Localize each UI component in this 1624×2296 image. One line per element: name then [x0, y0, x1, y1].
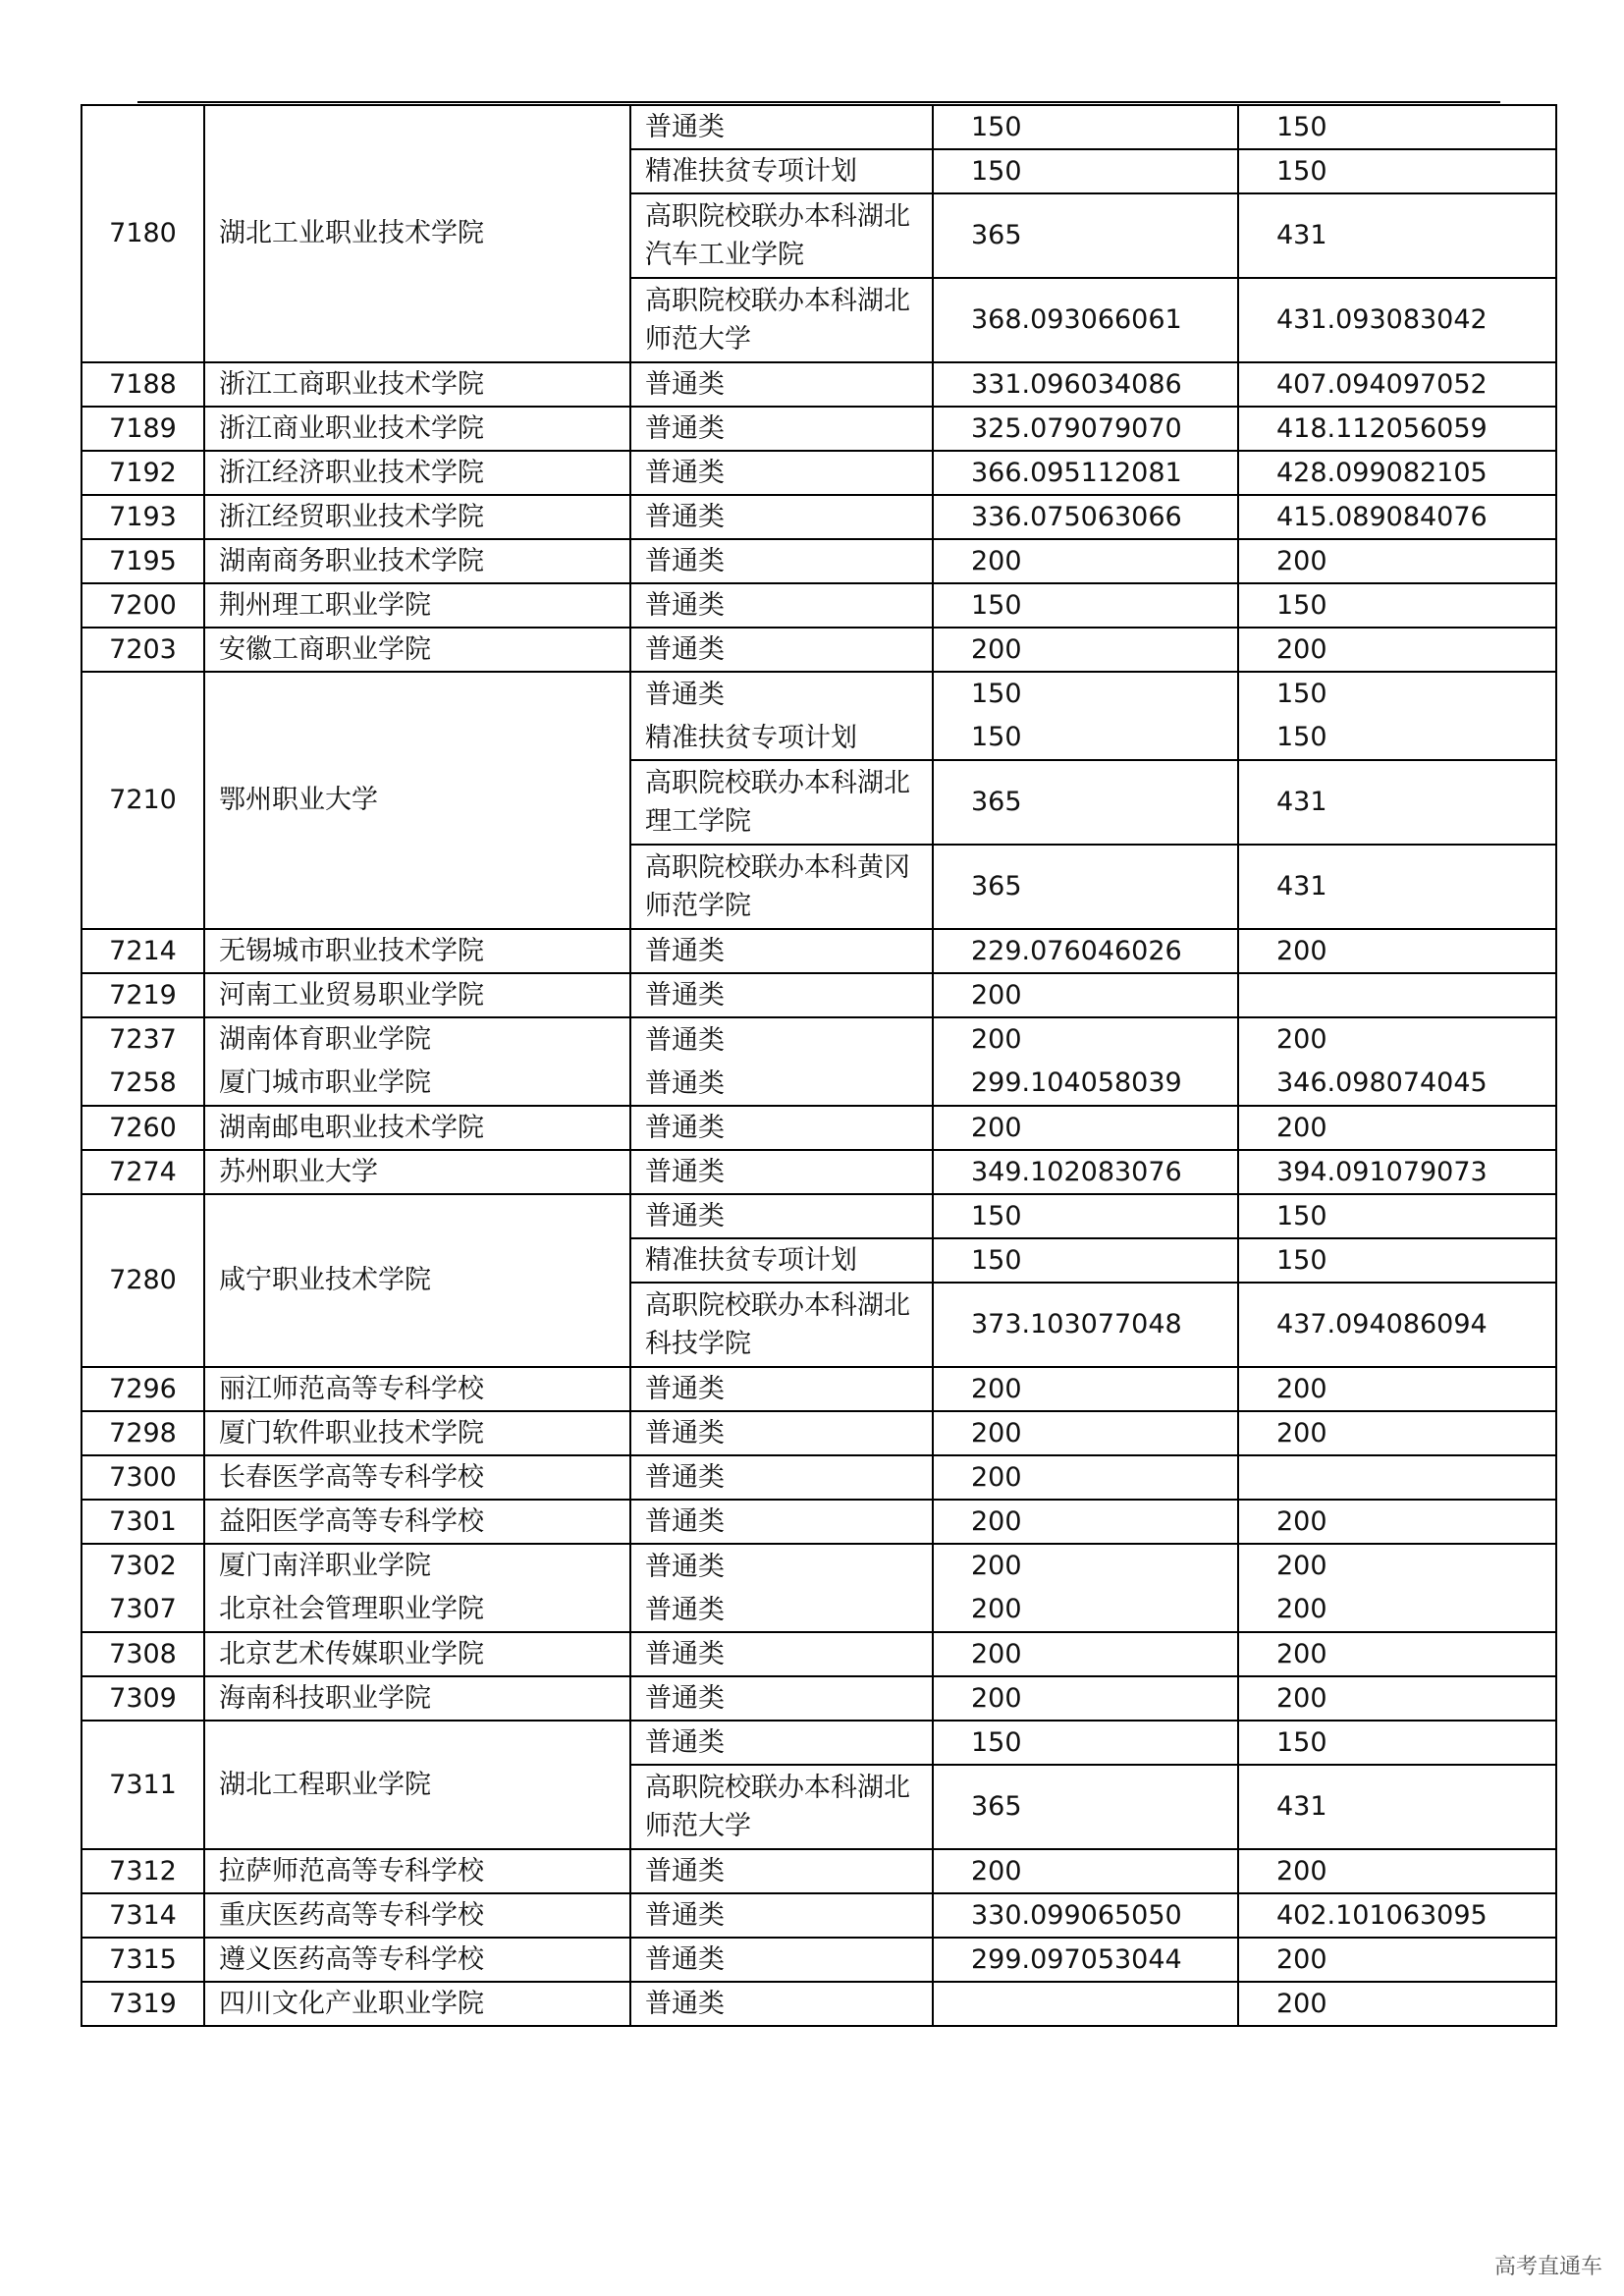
school-name: 湖北工程职业学院 [204, 1721, 630, 1849]
school-code: 7192 [81, 451, 204, 495]
score-a: 200 [933, 1849, 1238, 1893]
score-b: 200 [1238, 1544, 1556, 1588]
school-name: 长春医学高等专科学校 [204, 1455, 630, 1500]
category: 精准扶贫专项计划 [630, 716, 933, 760]
category: 普通类 [630, 929, 933, 973]
table-row [81, 1106, 1556, 1150]
category: 高职院校联办本科湖北 理工学院 [630, 760, 933, 845]
score-a: 150 [933, 583, 1238, 628]
school-name: 益阳医学高等专科学校 [204, 1500, 630, 1544]
school-code: 7315 [81, 1938, 204, 1982]
school-code: 7193 [81, 495, 204, 539]
table-row [81, 929, 1556, 973]
category: 普通类 [630, 1455, 933, 1500]
school-name: 海南科技职业学院 [204, 1676, 630, 1721]
category: 普通类 [630, 1676, 933, 1721]
score-b: 431 [1238, 193, 1556, 278]
category: 普通类 [630, 1194, 933, 1238]
category: 普通类 [630, 672, 933, 716]
score-a: 365 [933, 760, 1238, 845]
school-name: 重庆医药高等专科学校 [204, 1893, 630, 1938]
watermark: 高考直通车 [1493, 2255, 1602, 2279]
score-b: 407.094097052 [1238, 362, 1556, 407]
table-row [81, 1017, 1556, 1062]
school-name: 浙江工商职业技术学院 [204, 362, 630, 407]
score-table [81, 104, 1557, 2027]
category: 普通类 [630, 1849, 933, 1893]
category: 普通类 [630, 1893, 933, 1938]
score-b: 150 [1238, 1238, 1556, 1283]
score-a: 331.096034086 [933, 362, 1238, 407]
school-name: 咸宁职业技术学院 [204, 1194, 630, 1367]
school-code: 7309 [81, 1676, 204, 1721]
table-row [81, 1849, 1556, 1893]
school-code: 7219 [81, 973, 204, 1017]
category: 普通类 [630, 362, 933, 407]
table-row [81, 1194, 1556, 1238]
school-code: 7280 [81, 1194, 204, 1367]
score-b: 150 [1238, 1194, 1556, 1238]
score-b: 418.112056059 [1238, 407, 1556, 451]
table-row [81, 583, 1556, 628]
score-b: 200 [1238, 1411, 1556, 1455]
school-code: 7298 [81, 1411, 204, 1455]
school-name: 丽江师范高等专科学校 [204, 1367, 630, 1411]
score-b [1238, 973, 1556, 1017]
table-row [81, 1632, 1556, 1676]
school-name: 厦门软件职业技术学院 [204, 1411, 630, 1455]
score-a: 365 [933, 193, 1238, 278]
category: 普通类 [630, 628, 933, 672]
score-a: 200 [933, 1632, 1238, 1676]
school-name: 湖南商务职业技术学院 [204, 539, 630, 583]
score-b: 150 [1238, 583, 1556, 628]
score-b: 431 [1238, 1765, 1556, 1849]
school-code: 7203 [81, 628, 204, 672]
school-name: 浙江经贸职业技术学院 [204, 495, 630, 539]
score-b: 437.094086094 [1238, 1283, 1556, 1367]
score-b: 200 [1238, 1938, 1556, 1982]
score-a: 299.097053044 [933, 1938, 1238, 1982]
score-b: 200 [1238, 1367, 1556, 1411]
school-code: 7237 [81, 1017, 204, 1062]
category: 高职院校联办本科湖北 汽车工业学院 [630, 193, 933, 278]
category: 普通类 [630, 1062, 933, 1106]
school-code: 7300 [81, 1455, 204, 1500]
category: 普通类 [630, 1411, 933, 1455]
school-code: 7214 [81, 929, 204, 973]
score-b [1238, 1455, 1556, 1500]
school-name: 拉萨师范高等专科学校 [204, 1849, 630, 1893]
category: 精准扶贫专项计划 [630, 149, 933, 193]
table-row [81, 1721, 1556, 1765]
category: 普通类 [630, 1106, 933, 1150]
score-a: 200 [933, 628, 1238, 672]
score-a: 200 [933, 1106, 1238, 1150]
score-a: 200 [933, 1455, 1238, 1500]
score-b: 402.101063095 [1238, 1893, 1556, 1938]
score-b: 200 [1238, 1017, 1556, 1062]
category: 高职院校联办本科湖北 师范大学 [630, 278, 933, 362]
school-code: 7311 [81, 1721, 204, 1849]
school-name: 浙江经济职业技术学院 [204, 451, 630, 495]
score-b: 150 [1238, 672, 1556, 716]
score-b: 431 [1238, 845, 1556, 929]
category: 普通类 [630, 105, 933, 149]
category: 普通类 [630, 407, 933, 451]
score-a: 150 [933, 1194, 1238, 1238]
table-row [81, 1982, 1556, 2026]
score-b: 346.098074045 [1238, 1062, 1556, 1106]
score-b: 200 [1238, 1500, 1556, 1544]
score-a: 368.093066061 [933, 278, 1238, 362]
school-code: 7302 [81, 1544, 204, 1588]
table-row [81, 105, 1556, 149]
score-b: 200 [1238, 1849, 1556, 1893]
score-b: 200 [1238, 539, 1556, 583]
school-code: 7180 [81, 105, 204, 362]
school-code: 7312 [81, 1849, 204, 1893]
score-a: 200 [933, 1500, 1238, 1544]
category: 高职院校联办本科湖北 科技学院 [630, 1283, 933, 1367]
school-name: 湖北工业职业技术学院 [204, 105, 630, 362]
category: 普通类 [630, 1544, 933, 1588]
category: 普通类 [630, 451, 933, 495]
category: 普通类 [630, 1150, 933, 1194]
score-a: 349.102083076 [933, 1150, 1238, 1194]
category: 高职院校联办本科湖北 师范大学 [630, 1765, 933, 1849]
score-a [933, 1982, 1238, 2026]
category: 普通类 [630, 1588, 933, 1632]
category: 普通类 [630, 495, 933, 539]
score-a: 299.104058039 [933, 1062, 1238, 1106]
score-a: 200 [933, 973, 1238, 1017]
top-rule [137, 101, 1500, 103]
school-name: 鄂州职业大学 [204, 672, 630, 929]
score-a: 229.076046026 [933, 929, 1238, 973]
score-a: 373.103077048 [933, 1283, 1238, 1367]
category: 普通类 [630, 1500, 933, 1544]
score-a: 200 [933, 1017, 1238, 1062]
score-b: 150 [1238, 105, 1556, 149]
table-row [81, 973, 1556, 1017]
school-code: 7301 [81, 1500, 204, 1544]
school-name: 厦门城市职业学院 [204, 1062, 630, 1106]
score-a: 150 [933, 1238, 1238, 1283]
school-name: 浙江商业职业技术学院 [204, 407, 630, 451]
score-b: 200 [1238, 929, 1556, 973]
table-row [81, 1500, 1556, 1544]
table-row [81, 672, 1556, 716]
category: 普通类 [630, 1982, 933, 2026]
table-row [81, 495, 1556, 539]
table-row [81, 407, 1556, 451]
score-a: 365 [933, 845, 1238, 929]
score-b: 150 [1238, 149, 1556, 193]
score-b: 394.091079073 [1238, 1150, 1556, 1194]
school-code: 7195 [81, 539, 204, 583]
score-a: 200 [933, 1588, 1238, 1632]
school-code: 7308 [81, 1632, 204, 1676]
school-name: 厦门南洋职业学院 [204, 1544, 630, 1588]
score-a: 200 [933, 1411, 1238, 1455]
school-name: 湖南邮电职业技术学院 [204, 1106, 630, 1150]
score-a: 336.075063066 [933, 495, 1238, 539]
school-name: 苏州职业大学 [204, 1150, 630, 1194]
category: 普通类 [630, 973, 933, 1017]
score-a: 150 [933, 1721, 1238, 1765]
score-a: 200 [933, 1367, 1238, 1411]
table-row [81, 1455, 1556, 1500]
school-code: 7210 [81, 672, 204, 929]
school-name: 遵义医药高等专科学校 [204, 1938, 630, 1982]
category: 普通类 [630, 539, 933, 583]
school-code: 7274 [81, 1150, 204, 1194]
school-code: 7307 [81, 1588, 204, 1632]
table-row [81, 451, 1556, 495]
school-code: 7200 [81, 583, 204, 628]
school-name: 湖南体育职业学院 [204, 1017, 630, 1062]
school-code: 7319 [81, 1982, 204, 2026]
school-code: 7314 [81, 1893, 204, 1938]
score-b: 200 [1238, 1676, 1556, 1721]
school-code: 7189 [81, 407, 204, 451]
score-b: 200 [1238, 1588, 1556, 1632]
table-row [81, 539, 1556, 583]
score-b: 428.099082105 [1238, 451, 1556, 495]
score-a: 150 [933, 672, 1238, 716]
table-row [81, 1411, 1556, 1455]
table-row [81, 1676, 1556, 1721]
table-row [81, 1938, 1556, 1982]
category: 普通类 [630, 1367, 933, 1411]
score-b: 415.089084076 [1238, 495, 1556, 539]
school-name: 北京艺术传媒职业学院 [204, 1632, 630, 1676]
score-b: 200 [1238, 1106, 1556, 1150]
table-row [81, 362, 1556, 407]
table-row [81, 1588, 1556, 1632]
table-row [81, 628, 1556, 672]
score-a: 330.099065050 [933, 1893, 1238, 1938]
category: 高职院校联办本科黄冈 师范学院 [630, 845, 933, 929]
table-body [81, 105, 1556, 2026]
score-b: 431 [1238, 760, 1556, 845]
category: 普通类 [630, 583, 933, 628]
school-name: 无锡城市职业技术学院 [204, 929, 630, 973]
score-a: 150 [933, 149, 1238, 193]
score-b: 150 [1238, 716, 1556, 760]
score-a: 200 [933, 539, 1238, 583]
school-name: 安徽工商职业学院 [204, 628, 630, 672]
category: 普通类 [630, 1632, 933, 1676]
score-a: 200 [933, 1676, 1238, 1721]
score-b: 200 [1238, 1632, 1556, 1676]
category: 普通类 [630, 1017, 933, 1062]
score-b: 150 [1238, 1721, 1556, 1765]
score-a: 150 [933, 716, 1238, 760]
score-a: 365 [933, 1765, 1238, 1849]
score-a: 325.079079070 [933, 407, 1238, 451]
score-a: 366.095112081 [933, 451, 1238, 495]
table-row [81, 1893, 1556, 1938]
school-name: 北京社会管理职业学院 [204, 1588, 630, 1632]
table-row [81, 1150, 1556, 1194]
table-row [81, 1062, 1556, 1106]
score-b: 431.093083042 [1238, 278, 1556, 362]
score-b: 200 [1238, 628, 1556, 672]
category: 普通类 [630, 1721, 933, 1765]
school-code: 7188 [81, 362, 204, 407]
score-b: 200 [1238, 1982, 1556, 2026]
school-name: 荆州理工职业学院 [204, 583, 630, 628]
table-row [81, 1367, 1556, 1411]
school-code: 7296 [81, 1367, 204, 1411]
school-name: 四川文化产业职业学院 [204, 1982, 630, 2026]
school-code: 7258 [81, 1062, 204, 1106]
school-code: 7260 [81, 1106, 204, 1150]
category: 普通类 [630, 1938, 933, 1982]
score-a: 200 [933, 1544, 1238, 1588]
category: 精准扶贫专项计划 [630, 1238, 933, 1283]
table-row [81, 1544, 1556, 1588]
score-a: 150 [933, 105, 1238, 149]
school-name: 河南工业贸易职业学院 [204, 973, 630, 1017]
